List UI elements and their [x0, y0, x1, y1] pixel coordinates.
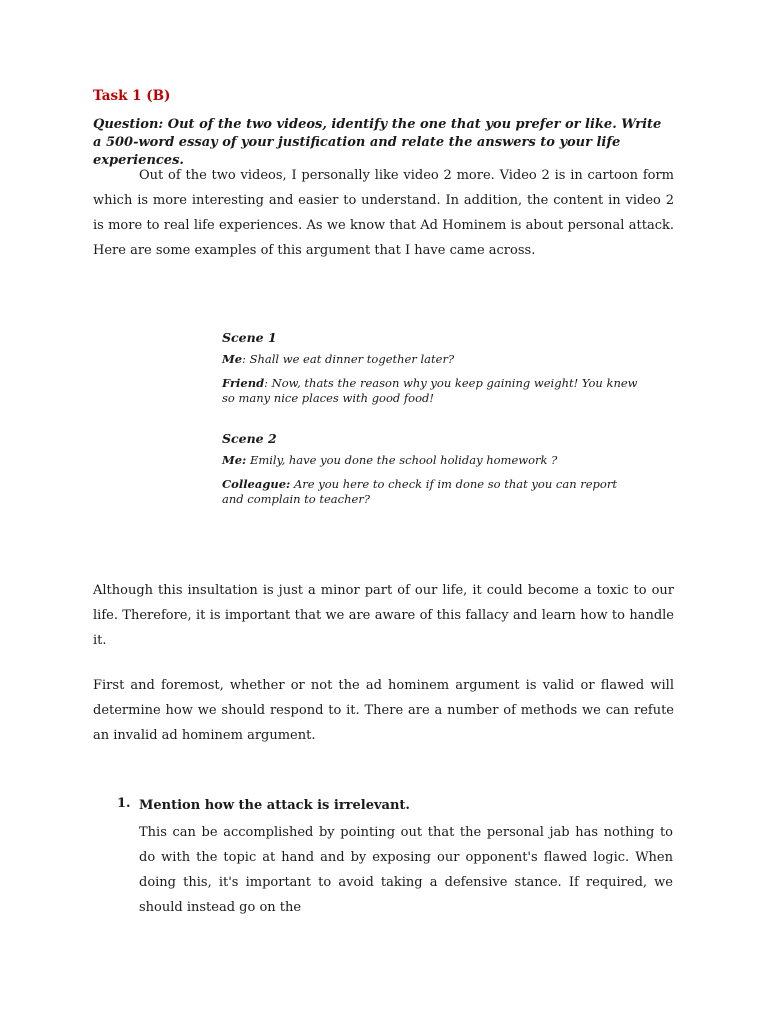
- dialogue-text: Emily, have you done the school holiday homework ?: [246, 453, 558, 467]
- dialogue-text: Are you here to check if im done so that you can report and complain to teacher?: [222, 477, 617, 506]
- scenes-block: [222, 330, 642, 516]
- scene-title: Scene 2: [222, 431, 277, 446]
- scene-gap: [222, 415, 642, 431]
- intro-paragraph: Out of the two videos, I personally like video 2 more. Video 2 is in cartoon form which is more interesting and easier to understand. In addition, the content in video 2 is more to real life experiences. As we know that Ad Hominem is about personal attack. Here are some examples of this argument that I have came across.: [93, 168, 674, 258]
- dialogue-line: [222, 376, 642, 406]
- insult-paragraph: Although this insultation is just a minor part of our life, it could become a toxic to our life. Therefore, it is important that we are aware of this fallacy and learn how to handle it.: [93, 583, 674, 648]
- scene-1: [222, 330, 642, 406]
- first-paragraph: First and foremost, whether or not the ad hominem argument is valid or flawed will determine how we should respond to it. There are a number of methods we can refute an invalid ad hominem argument.: [93, 678, 674, 743]
- speaker: Colleague:: [222, 477, 291, 491]
- speaker: Friend: [222, 376, 265, 390]
- dialogue-line: [222, 352, 642, 367]
- essay-question: Question: Out of the two videos, identify the one that you prefer or like. Write a 500-word essay of your justification and relate the answers to your life experiences.: [93, 117, 662, 168]
- list-heading: Mention how the attack is irrelevant.: [139, 798, 410, 813]
- list-number: 1.: [117, 796, 131, 811]
- list-item: [117, 796, 677, 920]
- list-body: This can be accomplished by pointing out that the personal jab has nothing to do with the topic at hand and by exposing our opponent's flawed logic. When doing this, it's important to avoid taking a defensive stance. If required, we should instead go on the: [139, 825, 673, 915]
- scene-2: [222, 431, 642, 507]
- scene-title: Scene 1: [222, 330, 277, 345]
- speaker: Me:: [222, 453, 247, 467]
- task-title: Task 1 (B): [93, 88, 171, 104]
- dialogue-line: [222, 453, 642, 468]
- dialogue-text: : Shall we eat dinner together later?: [242, 352, 455, 366]
- dialogue-text: : Now, thats the reason why you keep gaining weight! You knew so many nice places with good food!: [222, 376, 638, 405]
- numbered-list: [117, 796, 677, 920]
- speaker: Me: [222, 352, 243, 366]
- dialogue-line: [222, 477, 642, 507]
